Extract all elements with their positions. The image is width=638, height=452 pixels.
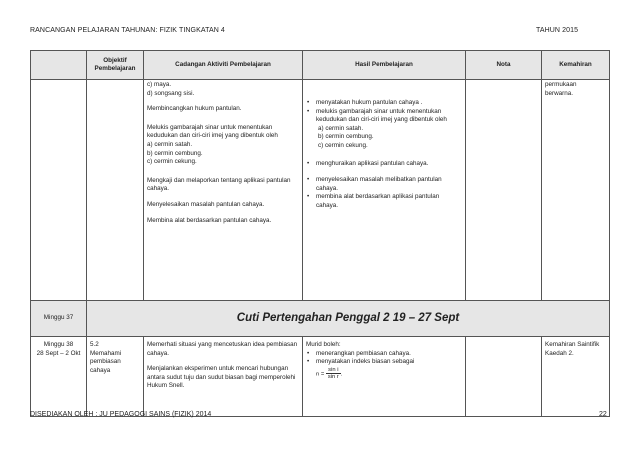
- cell-kemahiran: permukaan berwarna.: [542, 80, 610, 301]
- cell-cadangan: [144, 337, 303, 417]
- objective-text: pembiasan: [90, 358, 121, 366]
- column-header-kemahiran: Kemahiran: [542, 51, 610, 80]
- column-header-hasil: Hasil Pembelajaran: [303, 51, 466, 80]
- activity-text: Mengkaji dan melaporkan tentang aplikasi pantulan cahaya.: [147, 176, 291, 193]
- formula-denominator: sin r: [327, 374, 339, 381]
- column-header-cadangan: Cadangan Aktiviti Pembelajaran: [144, 51, 303, 80]
- cell-week: [31, 337, 87, 417]
- objective-text: Memahami: [90, 349, 122, 357]
- page-number: 22: [599, 411, 607, 418]
- formula-numerator: sin i: [326, 367, 341, 375]
- cell-objektif: [87, 337, 144, 417]
- table-row: [31, 337, 610, 417]
- bullet-item: • menyatakan indeks biasan sebagai: [306, 358, 462, 367]
- bullet-item: • menyelesaikan masalah melibatkan pantulan cahaya.: [306, 176, 462, 193]
- bullet-item: • menghuraikan aplikasi pantulan cahaya.: [306, 160, 462, 169]
- bullet-item: • menyatakan hukum pantulan cahaya .: [306, 99, 462, 108]
- cell-objektif: [87, 80, 144, 301]
- sub-item: a) cermin satah.: [318, 124, 364, 132]
- bullet-item: • membina alat berdasarkan aplikasi pantulan cahaya.: [306, 193, 462, 210]
- activity-text: d) songsang sisi.: [147, 89, 195, 97]
- column-header-objektif: Objektif Pembelajaran: [87, 51, 144, 80]
- activity-text: Melukis gambarajah sinar untuk menentukan kedudukan dan ciri-ciri imej yang dibentuk oleh: [147, 123, 278, 140]
- header-year: TAHUN 2015: [536, 27, 579, 34]
- cell-hasil: [303, 80, 466, 301]
- objective-number: 5.2: [90, 341, 99, 348]
- snell-formula: [306, 367, 462, 381]
- cell-nota: [466, 337, 542, 417]
- learning-outcome-intro: Murid boleh:: [306, 341, 341, 348]
- sub-item: c) cermin cekung.: [318, 141, 368, 149]
- holiday-label: Cuti Pertengahan Penggal 2 19 – 27 Sept: [87, 301, 610, 337]
- objective-text: cahaya: [90, 366, 111, 374]
- lesson-plan-table: [30, 50, 610, 417]
- cell-nota: [466, 80, 542, 301]
- activity-text: Membina alat berdasarkan pantulan cahaya.: [147, 216, 272, 224]
- sub-item: b) cermin cembung.: [318, 133, 374, 141]
- cell-kemahiran: Kemahiran Saintifik Kaedah 2.: [542, 337, 610, 417]
- table-row: [31, 80, 610, 301]
- table-header-row: [31, 51, 610, 80]
- cell-week: [31, 80, 87, 301]
- cell-week: Minggu 37: [31, 301, 87, 337]
- bullet-item: • menerangkan pembiasan cahaya.: [306, 350, 462, 359]
- column-header-nota: Nota: [466, 51, 542, 80]
- activity-text: c) maya.: [147, 81, 172, 88]
- week-label: Minggu 38: [43, 341, 74, 348]
- bullet-item: • melukis gambarajah sinar untuk menentukan kedudukan dan ciri-ciri imej yang dibentuk oleh: [306, 108, 462, 125]
- activity-text: Membincangkan hukum pantulan.: [147, 105, 242, 113]
- cell-cadangan: [144, 80, 303, 301]
- header-title: RANCANGAN PELAJARAN TAHUNAN: FIZIK TINGKATAN 4: [30, 27, 225, 34]
- formula-end: .: [340, 371, 343, 378]
- activity-text: Memerhati situasi yang mencetuskan idea pembiasan cahaya.: [147, 341, 298, 357]
- column-header-week: [31, 51, 87, 80]
- formula-lhs: n =: [316, 371, 325, 378]
- activity-text: c) cermin cekung.: [147, 158, 197, 166]
- activity-text: Menjalankan eksperimen untuk mencari hubungan antara sudut tuju dan sudut biasan bagi memperolehi Hukum Snell.: [147, 365, 296, 390]
- week-dates: 28 Sept – 2 Okt: [36, 349, 81, 357]
- activity-text: Menyelesaikan masalah pantulan cahaya.: [147, 200, 265, 208]
- footer-credit: DISEDIAKAN OLEH : JU PEDAGOGI SAINS (FIZIK) 2014: [30, 411, 212, 418]
- formula-fraction: [326, 367, 341, 381]
- activity-text: b) cermin cembung.: [147, 149, 203, 157]
- table-row-holiday: [31, 301, 610, 337]
- cell-hasil: [303, 337, 466, 417]
- activity-text: a) cermin satah.: [147, 140, 193, 148]
